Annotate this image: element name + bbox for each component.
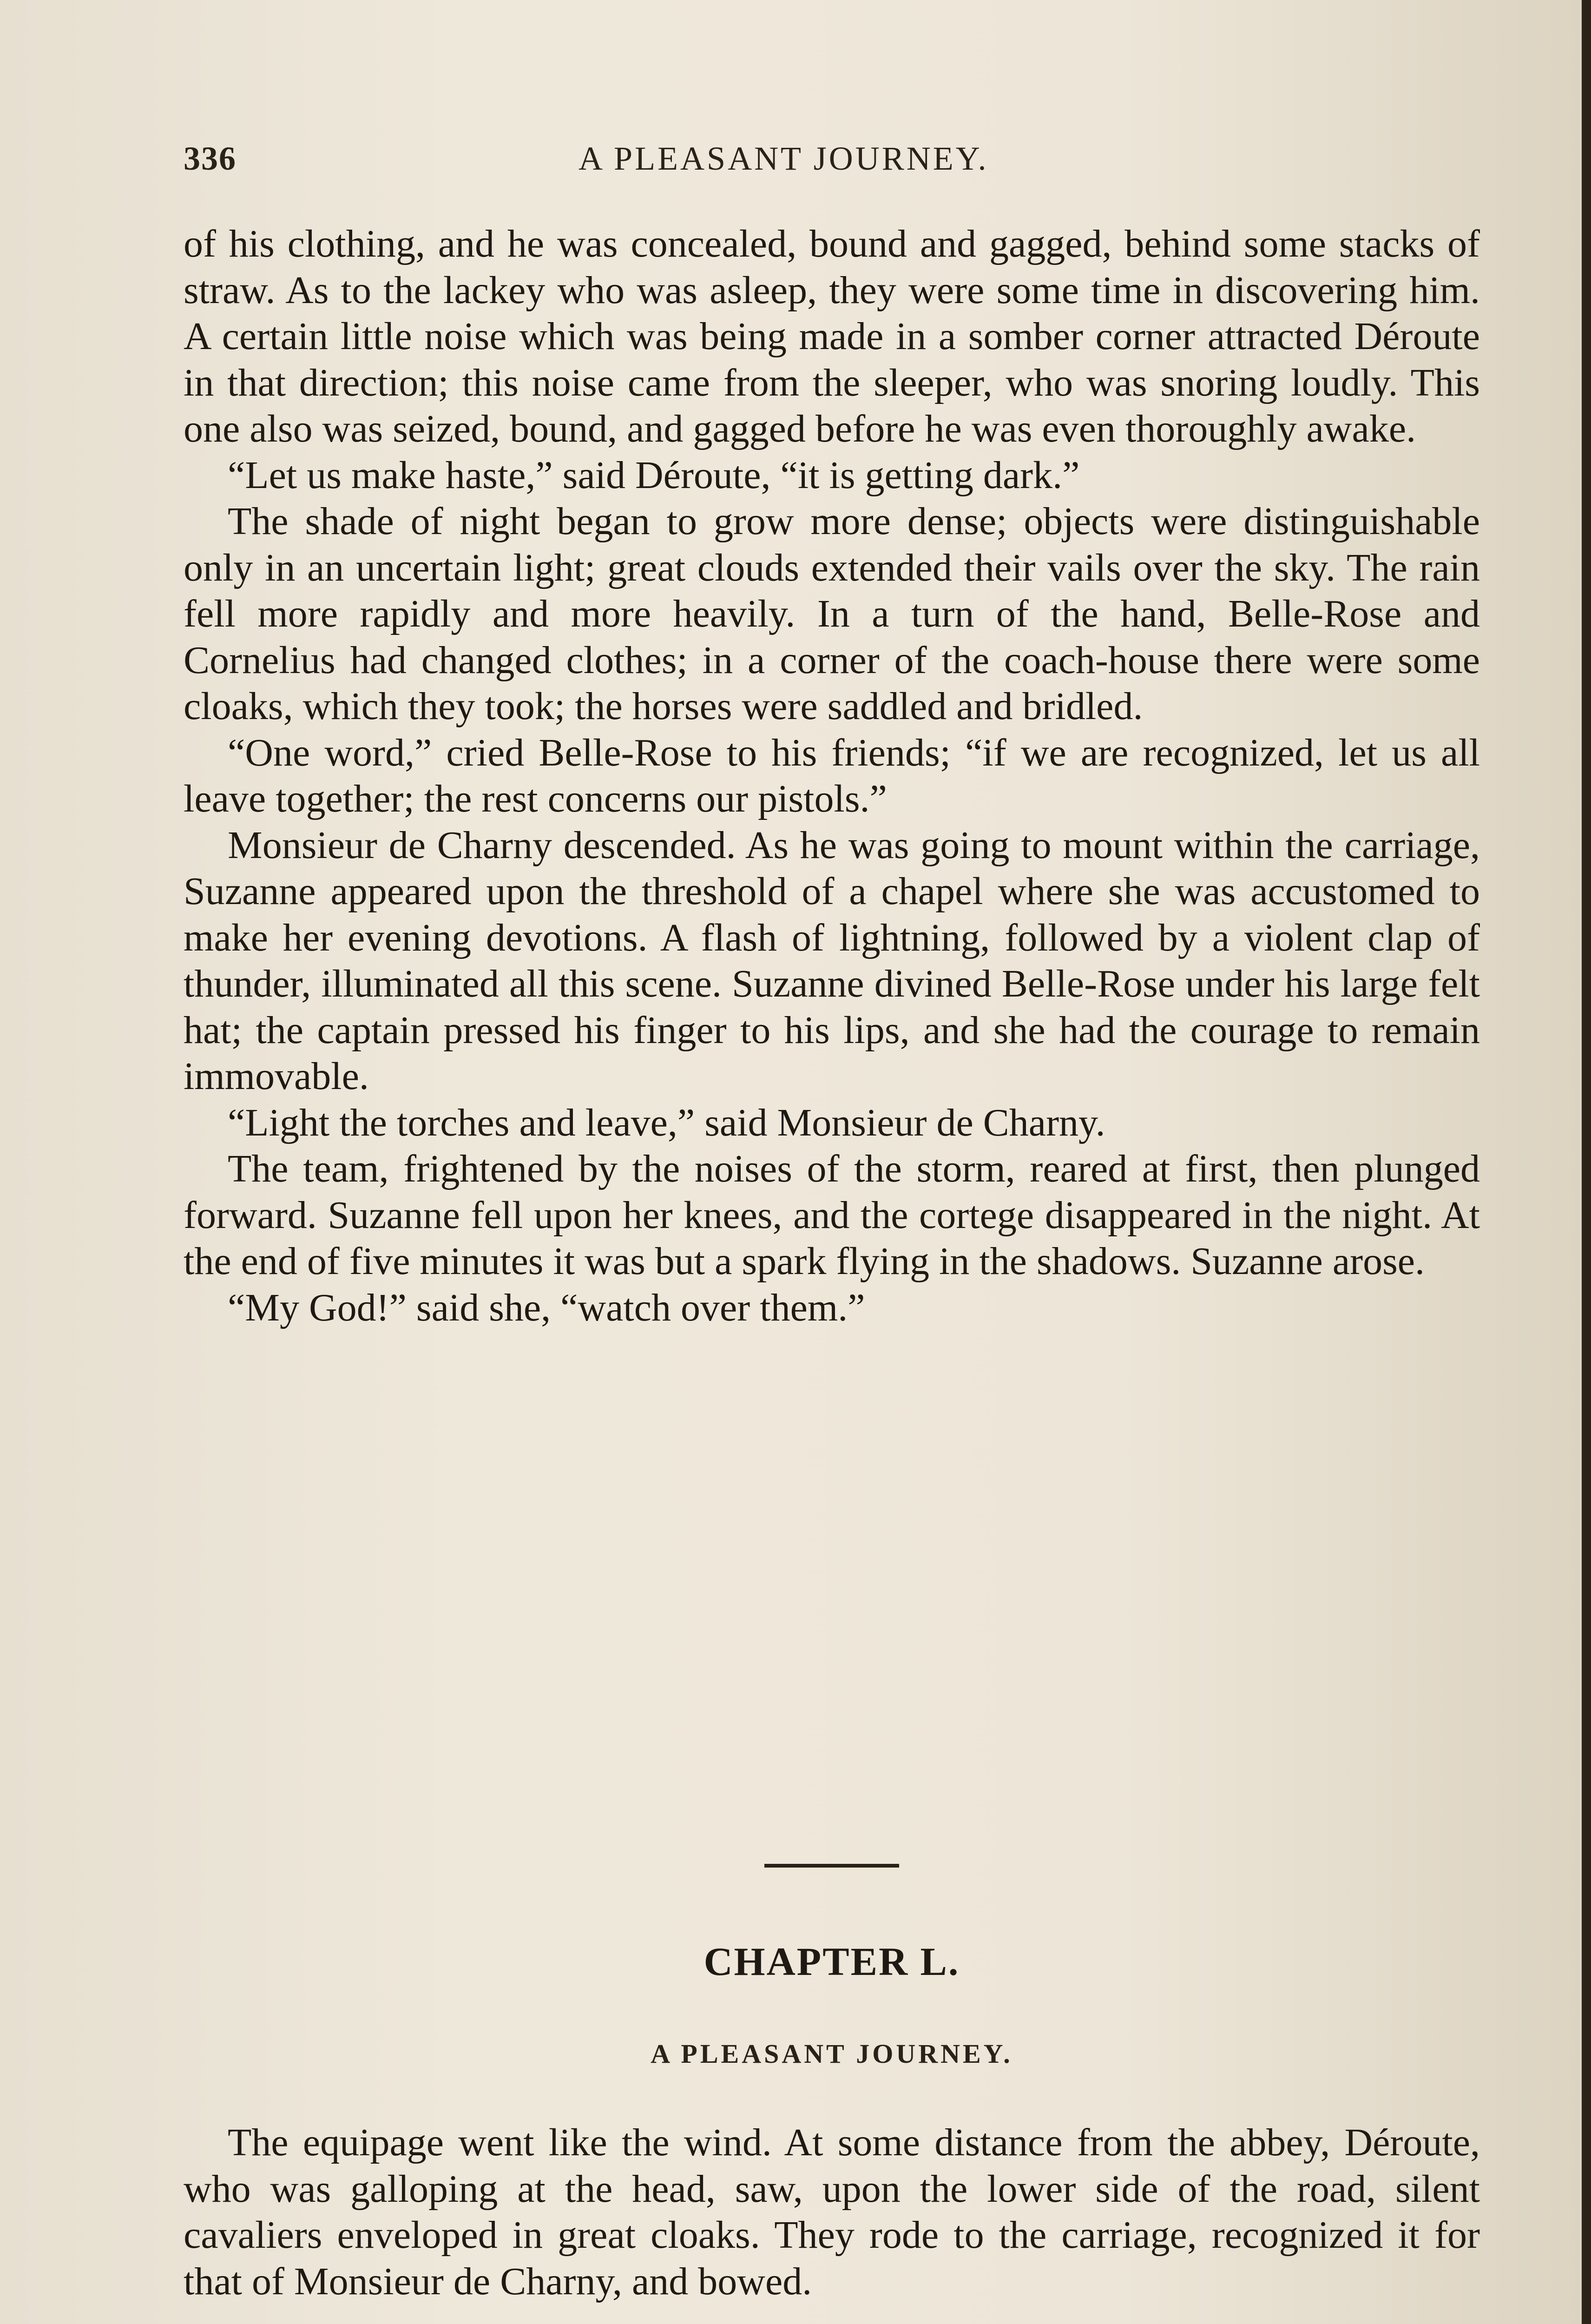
chapter-subtitle: A PLEASANT JOURNEY. bbox=[651, 2039, 1013, 2069]
body-text bbox=[184, 221, 1480, 1331]
chapter-heading: CHAPTER L. bbox=[703, 1939, 960, 1984]
paragraph: “Light the torches and leave,” said Monsieur de Charny. bbox=[228, 1101, 1105, 1144]
page-edge bbox=[1582, 0, 1591, 2324]
paragraph: “One word,” cried Belle-Rose to his friends; “if we are recognized, let us all leave together; the rest concerns our pistols.” bbox=[184, 731, 1480, 820]
running-title: A PLEASANT JOURNEY. bbox=[579, 140, 989, 177]
paragraph: The shade of night began to grow more dense; objects were distinguishable only in an uncertain light; great clouds extended their vails over the sky. The rain fell more rapidly and more heavily. In a turn of the hand, Belle-Rose and Cornelius had changed clothes; in a corner of the coach-house there were some cloaks, which they took; the horses were saddled and bridled. bbox=[184, 500, 1480, 728]
paragraph: of his clothing, and he was concealed, bound and gagged, behind some stacks of straw. As to the lackey who was asleep, they were some time in discovering him. A certain little noise which was being made in a somber corner attracted Déroute in that direction; this noise came from the sleeper, who was snoring loudly. This one also was seized, bound, and gagged before he was even thoroughly awake. bbox=[184, 222, 1480, 450]
running-head bbox=[184, 139, 1480, 191]
paragraph: Monsieur de Charny descended. As he was going to mount within the carriage, Suzanne appeared upon the threshold of a chapel where she was accustomed to make her evening devotions. A flash of lightning, followed by a violent clap of thunder, illuminated all this scene. Suzanne divined Belle-Rose under his large felt hat; the captain pressed his finger to his lips, and she had the courage to remain immovable. bbox=[184, 823, 1480, 1098]
paragraph: The team, frightened by the noises of the storm, reared at first, then plunged forward. Suzanne fell upon her knees, and the cortege disappeared in the night. At the end of five minutes it was but a spark flying in the shadows. Suzanne arose. bbox=[184, 1147, 1480, 1283]
chapter-text bbox=[184, 2119, 1480, 2304]
page-number: 336 bbox=[184, 140, 237, 177]
paragraph: “Let us make haste,” said Déroute, “it is getting dark.” bbox=[228, 453, 1080, 497]
paragraph: The equipage went like the wind. At some distance from the abbey, Déroute, who was galloping at the head, saw, upon the lower side of the road, silent cavaliers enveloped in great cloaks. They rode to the carriage, recognized it for that of Monsieur de Charny, and bowed. bbox=[184, 2121, 1480, 2303]
section-divider bbox=[764, 1864, 899, 1868]
paragraph: “My God!” said she, “watch over them.” bbox=[228, 1286, 865, 1329]
